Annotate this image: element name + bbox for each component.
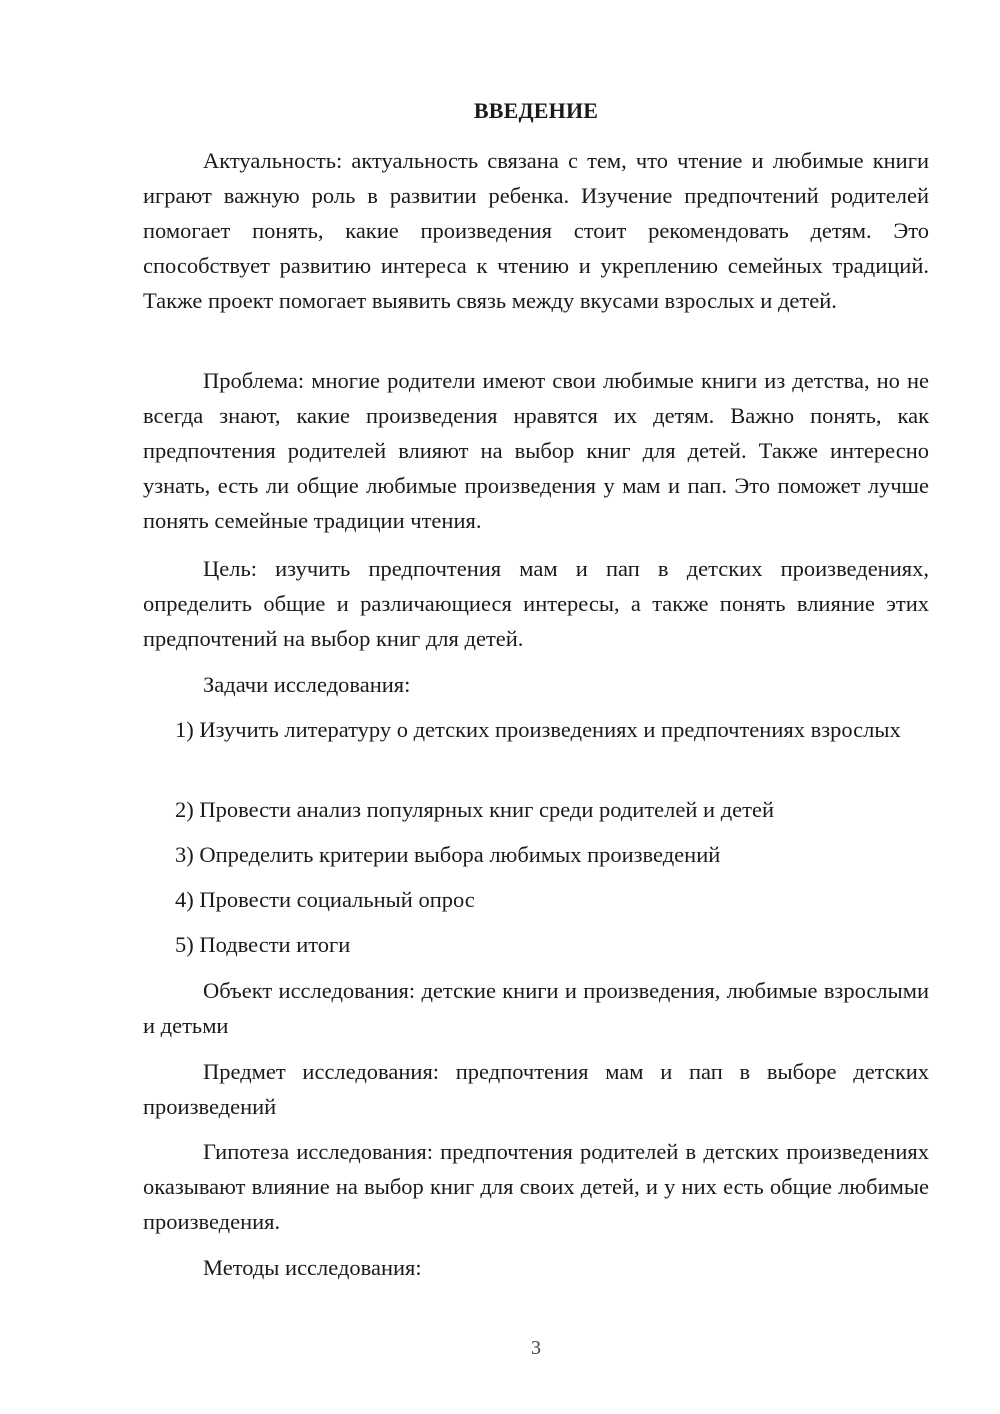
tasks-heading: Задачи исследования: [203,672,411,697]
subject-paragraph: Предмет исследования: предпочтения мам и пап в выборе детских произведений [143,1059,929,1119]
task-item-5: 5) Подвести итоги [175,932,351,957]
task-item-2: 2) Провести анализ популярных книг среди родителей и детей [175,797,774,822]
relevance-paragraph: Актуальность: актуальность связана с тем, что чтение и любимые книги играют важную роль в развитии ребенка. Изучение предпочтений родителей помогает понять, какие произведения стоит рекомендовать детям. Это способствует развитию интереса к чтению и укреплению семейных традиций. Также проект помогает выявить связь между вкусами взрослых и детей. [143,148,929,313]
task-item-4: 4) Провести социальный опрос [175,887,475,912]
task-item-1: 1) Изучить литературу о детских произведениях и предпочтениях взрослых [175,717,901,742]
hypothesis-paragraph: Гипотеза исследования: предпочтения родителей в детских произведениях оказывают влияние на выбор книг для своих детей, и у них есть общие любимые произведения. [143,1139,929,1234]
object-paragraph: Объект исследования: детские книги и произведения, любимые взрослыми и детьми [143,978,929,1038]
task-item-3: 3) Определить критерии выбора любимых произведений [175,842,721,867]
section-title: ВВЕДЕНИЕ [473,98,599,123]
page-number: 3 [531,1337,541,1359]
problem-paragraph: Проблема: многие родители имеют свои любимые книги из детства, но не всегда знают, какие произведения нравятся их детям. Важно понять, как предпочтения родителей влияют на выбор книг для детей. Также интересно узнать, есть ли общие любимые произведения у мам и пап. Это поможет лучше понять семейные традиции чтения. [143,368,929,533]
methods-heading: Методы исследования: [203,1255,422,1280]
goal-paragraph: Цель: изучить предпочтения мам и пап в детских произведениях, определить общие и различающиеся интересы, а также понять влияние этих предпочтений на выбор книг для детей. [143,556,929,651]
